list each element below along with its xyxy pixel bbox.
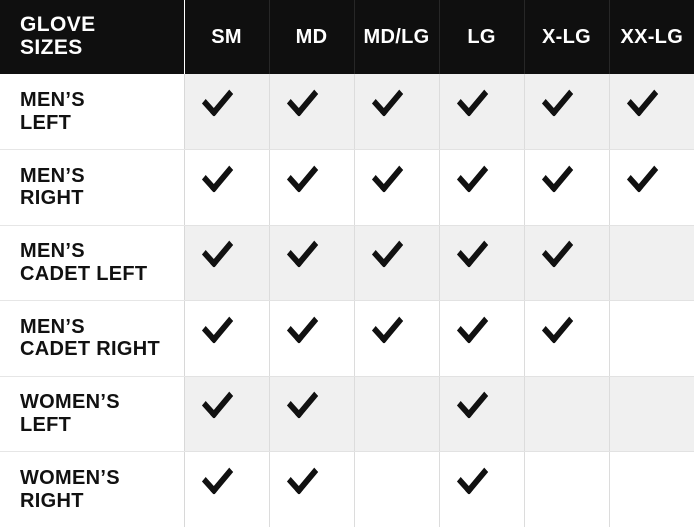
cell-mens-cadet-right-sm: [184, 301, 269, 377]
cell-womens-right-xx-lg: [609, 452, 694, 527]
row-label-line2: CADET LEFT: [20, 262, 148, 285]
check-mark-icon: [212, 174, 242, 196]
column-header-x-lg: X-LG: [524, 0, 609, 74]
cell-mens-left-lg: [439, 74, 524, 150]
check-mark-icon: [212, 476, 242, 498]
row-label-womens-right: [0, 452, 184, 527]
row-label-mens-cadet-right: [0, 301, 184, 377]
cell-mens-cadet-left-sm: [184, 225, 269, 301]
cell-womens-right-sm: [184, 452, 269, 527]
column-header-xx-lg: XX-LG: [609, 0, 694, 74]
cell-mens-right-x-lg: [524, 150, 609, 226]
table-header-row: [0, 0, 694, 74]
check-mark-icon: [467, 98, 497, 120]
table-row: [0, 225, 694, 301]
cell-womens-right-x-lg: [524, 452, 609, 527]
table-row: [0, 74, 694, 150]
check-mark-icon: [297, 325, 327, 347]
cell-womens-left-md: [269, 376, 354, 452]
column-header-sm: SM: [184, 0, 269, 74]
check-mark-icon: [382, 174, 412, 196]
cell-mens-right-md-lg: [354, 150, 439, 226]
check-mark-icon: [382, 249, 412, 271]
cell-mens-cadet-left-md: [269, 225, 354, 301]
cell-mens-right-lg: [439, 150, 524, 226]
cell-womens-left-xx-lg: [609, 376, 694, 452]
check-mark-icon: [552, 325, 582, 347]
cell-womens-right-md-lg: [354, 452, 439, 527]
row-label-mens-cadet-left: [0, 225, 184, 301]
corner-title-line2: SIZES: [20, 36, 83, 59]
row-label-womens-left: [0, 376, 184, 452]
row-label-mens-right: [0, 150, 184, 226]
check-mark-icon: [212, 400, 242, 422]
check-mark-icon: [467, 325, 497, 347]
check-mark-icon: [297, 98, 327, 120]
check-mark-icon: [297, 174, 327, 196]
cell-mens-left-md: [269, 74, 354, 150]
check-mark-icon: [637, 174, 667, 196]
cell-womens-right-lg: [439, 452, 524, 527]
cell-womens-left-lg: [439, 376, 524, 452]
table-corner-title: [0, 0, 184, 74]
check-mark-icon: [467, 174, 497, 196]
column-header-md: MD: [269, 0, 354, 74]
cell-womens-left-x-lg: [524, 376, 609, 452]
cell-womens-right-md: [269, 452, 354, 527]
row-label-line1: MEN’S: [20, 315, 85, 338]
check-mark-icon: [637, 98, 667, 120]
cell-womens-left-sm: [184, 376, 269, 452]
cell-mens-right-xx-lg: [609, 150, 694, 226]
row-label-mens-left: [0, 74, 184, 150]
cell-mens-cadet-right-lg: [439, 301, 524, 377]
cell-mens-cadet-right-md: [269, 301, 354, 377]
row-label-line2: RIGHT: [20, 489, 84, 512]
check-mark-icon: [552, 249, 582, 271]
cell-mens-left-sm: [184, 74, 269, 150]
check-mark-icon: [467, 249, 497, 271]
row-label-line1: WOMEN’S: [20, 467, 120, 490]
check-mark-icon: [297, 249, 327, 271]
column-header-lg: LG: [439, 0, 524, 74]
cell-mens-left-md-lg: [354, 74, 439, 150]
row-label-line1: MEN’S: [20, 164, 85, 187]
corner-title-line1: GLOVE: [20, 13, 96, 37]
check-mark-icon: [297, 476, 327, 498]
cell-mens-left-x-lg: [524, 74, 609, 150]
table-row: [0, 376, 694, 452]
cell-mens-left-xx-lg: [609, 74, 694, 150]
row-label-line1: MEN’S: [20, 89, 85, 112]
check-mark-icon: [382, 325, 412, 347]
row-label-line1: WOMEN’S: [20, 391, 120, 414]
cell-mens-cadet-left-lg: [439, 225, 524, 301]
check-mark-icon: [212, 325, 242, 347]
row-label-line1: MEN’S: [20, 240, 85, 263]
row-label-line2: CADET RIGHT: [20, 338, 160, 361]
row-label-line2: LEFT: [20, 111, 72, 134]
check-mark-icon: [212, 249, 242, 271]
check-mark-icon: [382, 98, 412, 120]
check-mark-icon: [297, 400, 327, 422]
table-row: [0, 150, 694, 226]
check-mark-icon: [552, 174, 582, 196]
table-row: [0, 301, 694, 377]
cell-mens-cadet-left-md-lg: [354, 225, 439, 301]
cell-mens-cadet-left-xx-lg: [609, 225, 694, 301]
cell-mens-right-sm: [184, 150, 269, 226]
table-row: [0, 452, 694, 527]
column-header-md-lg: MD/LG: [354, 0, 439, 74]
cell-mens-cadet-left-x-lg: [524, 225, 609, 301]
cell-mens-right-md: [269, 150, 354, 226]
cell-womens-left-md-lg: [354, 376, 439, 452]
row-label-line2: RIGHT: [20, 187, 84, 210]
check-mark-icon: [467, 476, 497, 498]
cell-mens-cadet-right-md-lg: [354, 301, 439, 377]
row-label-line2: LEFT: [20, 413, 72, 436]
cell-mens-cadet-right-xx-lg: [609, 301, 694, 377]
check-mark-icon: [212, 98, 242, 120]
check-mark-icon: [467, 400, 497, 422]
check-mark-icon: [552, 98, 582, 120]
cell-mens-cadet-right-x-lg: [524, 301, 609, 377]
